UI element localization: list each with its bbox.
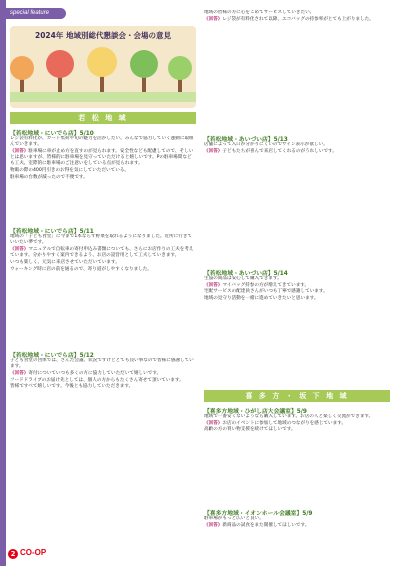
comment: 駐車場に車が止め方を直すのが見られます。安全性なども配慮してので、そしいとは思いますが、皆様的に駐車場を見守っていただけると嬉しいです。Pの駐車場間なども工夫、室際的に駐車場のご注意いをしている点が見られます。 — [10, 148, 194, 167]
page-number: 2 — [8, 549, 18, 559]
tree-illustration — [10, 42, 196, 102]
comment: 地域の皆様の方に心をこめてサービスしていきたい。 — [204, 10, 315, 15]
reply-label: 《回答》 — [204, 420, 223, 426]
comment: マイバッグ持参の方が増えてきています。 — [222, 282, 310, 288]
comment: 駐車場の台数が減ったので不便です。 — [10, 174, 88, 180]
comment: 寄付についていつも多くの方に協力していただいて嬉しいです。 — [28, 370, 162, 376]
coop-logo: CO-OP — [20, 548, 47, 557]
comment: いつも楽しく、元気に来店させていただいています。 — [10, 259, 120, 265]
reply-label: 《回答》 — [10, 148, 29, 154]
comment: 宅配サービスの配達員さんがいつも丁寧で感謝しています。 — [204, 289, 328, 295]
section-title: 【若松地域・にいでら店】5/10 — [10, 131, 94, 137]
section-title: 【喜多方地域・イオンホール会議室】5/9 — [204, 511, 313, 517]
comment: 皆様ですべて嬉しいです。今後とも協力していただきます。 — [10, 384, 134, 390]
comment: 新商品の試食をまた開催してほしいです。 — [222, 522, 310, 528]
page-title: 2024年 地域別総代懇談会・会場の意見 — [35, 31, 171, 40]
comment: お店のイベントに参加して地域のつながりを感じています。 — [222, 420, 347, 426]
comment: 高齢の方の買い物支援を続けてほしいです。 — [204, 427, 296, 433]
comment: フードドライブのお届け先としては、個人の方からもたくさん寄せて頂いています。 — [10, 377, 184, 383]
section-body — [204, 142, 390, 262]
comment: 物販の際の400円引きのお得を気にしていただいている。 — [10, 168, 130, 174]
comment: レジ袋有料化が、カート集荷や旬の魅力を活かしたい。みんなで協力していく運動に取組んでいきます。 — [10, 136, 194, 148]
section-body — [10, 358, 196, 538]
section-body — [204, 516, 390, 546]
left-stripe — [0, 0, 6, 566]
section-body — [10, 136, 196, 220]
section-title: 【喜多方地域・ひがし店大会議室】5/9 — [204, 409, 307, 415]
section-title: 【若松地域・あいづい店】5/13 — [204, 137, 288, 143]
comment: 子どもたちが喜んで来店してくれるのがうれしいです。 — [222, 148, 337, 154]
region-heading-wakamatsu: 若 松 地 域 — [10, 112, 196, 124]
section-body — [204, 414, 390, 504]
reply-label: 《回答》 — [204, 282, 223, 288]
section-body — [204, 276, 390, 386]
comment: 駐車場がもっと広いと良い。 — [204, 516, 264, 521]
section-title: 【若松地域・にいでら店】5/12 — [10, 353, 94, 359]
comment: 地域で一番安くないようなら購入しています。お店の人と楽しく交流ができます。 — [204, 414, 374, 419]
section-title: 【若松地域・あいづい店】5/14 — [204, 271, 288, 277]
reply-label: 《回答》 — [204, 16, 223, 22]
comment: ウォーキング時に店の前を通るので、寄り道がしやすくなりました。 — [10, 266, 152, 272]
title-banner — [10, 26, 196, 108]
comment: マニュアルで自転車の寄付申込み書類についても、さらにお店作りの工夫を考えています。分かりやすく案内できるよう、お店の設営用として工夫していきます。 — [10, 246, 194, 259]
comment: 生協の商品は安心して購入できます。 — [204, 276, 282, 281]
section-body — [10, 234, 196, 344]
region-heading-kitakata: 喜 多 方 ・ 坂 下 地 域 — [204, 390, 390, 402]
comment: 子ども食堂の団体では、さんた会議、状況ですけどとても良い事なので皆様に感謝しています。 — [10, 358, 194, 370]
reply-label: 《回答》 — [10, 370, 29, 376]
reply-label: 《回答》 — [204, 522, 223, 528]
reply-label: 《回答》 — [10, 246, 29, 252]
section-title: 【若松地域・にいでら店】5/11 — [10, 229, 94, 235]
comment: レジ袋が有料化されて以降、エコバッグの持参率がとても上がりました。 — [222, 16, 374, 22]
comment: 店舗によって入口が分かりにくいのでサイン表示が欲しい。 — [204, 142, 328, 147]
reply-label: 《回答》 — [204, 148, 223, 154]
section-body — [204, 10, 390, 130]
special-feature-tab: special feature — [6, 8, 66, 19]
comment: 地域の見守り活動を一緒に進めていきたいと思います。 — [204, 296, 319, 302]
comment: 地域の「子ども食堂」に今まで1本ならず野菜を取れるようになりました。近所に行きていいたい夢です。 — [10, 234, 193, 246]
